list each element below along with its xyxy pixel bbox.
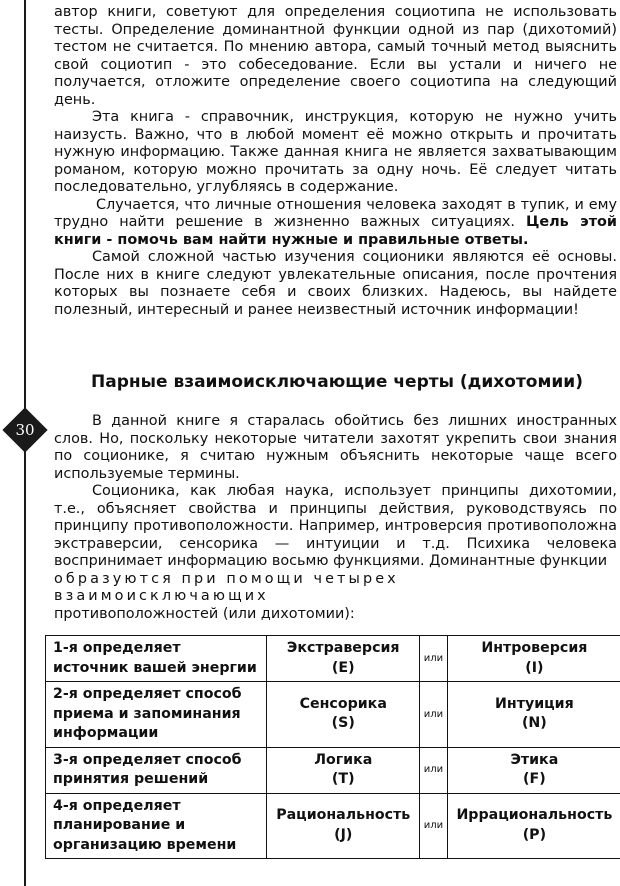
right-term-code: (N) bbox=[521, 715, 547, 732]
left-term-code: (J) bbox=[334, 826, 353, 843]
left-term-code: (E) bbox=[331, 659, 355, 676]
section-paragraph-2-tail: противоположностей (или дихотомии): bbox=[54, 605, 355, 622]
dichotomy-table bbox=[45, 635, 620, 859]
section-paragraph-2: Соционика, как любая наука, использует принципы дихотомии, т.е., объясняет свойства и принципы действия, руководствуясь по принципу противоположности. Например, интроверсия противоположна экстраверсии, сенсорика — интуиции и т.д. Психика человека воспринимает информацию восьмю функциями. Доминантные функции bbox=[54, 483, 617, 569]
section-paragraph-1: В данной книге я старалась обойтись без лишних иностранных слов. Но, поскольку некоторые читатели захотят укрепить свои знания по соционике, я считаю нужным объяснить некоторые чаще всего используемые термины. bbox=[54, 413, 617, 482]
or-label: или bbox=[420, 682, 448, 748]
left-term bbox=[267, 636, 420, 682]
intro-paragraph-1: автор книги, советуют для определения социотипа не использовать тесты. Определение доминантной функции одной из пар (дихотомий) тестом не считается. По мнению автора, самый точный метод выяснить свой социотип - это собеседование. Если вы устали и ничего не получается, отложите определение своего социотипа на следующий день. bbox=[54, 4, 617, 108]
left-term bbox=[267, 793, 420, 859]
intro-paragraph-3-bold: Цель этой книги - помочь вам найти нужные и правильные ответы. bbox=[54, 214, 618, 248]
section-heading: Парные взаимоисключающие черты (дихотомии) bbox=[91, 372, 583, 392]
right-term-name: Интуиция bbox=[495, 695, 574, 712]
intro-text bbox=[54, 4, 617, 319]
or-label: или bbox=[420, 636, 448, 682]
intro-paragraph-3 bbox=[54, 197, 617, 250]
row-description: 4-я определяет планирование и организацию времени bbox=[46, 793, 267, 859]
or-label: или bbox=[420, 793, 448, 859]
right-term-code: (I) bbox=[525, 659, 544, 676]
right-term-name: Интроверсия bbox=[481, 640, 588, 656]
section-text bbox=[54, 413, 617, 623]
table-row bbox=[46, 636, 620, 682]
left-term-name: Сенсорика bbox=[299, 695, 387, 712]
table-row bbox=[46, 682, 620, 748]
page-number-badge bbox=[3, 408, 47, 452]
row-description: 2-я определяет способ приема и запоминания информации bbox=[46, 682, 267, 748]
intro-paragraph-3-plain: Случается, что личные отношения человека заходят в тупик, и ему трудно найти решение в жизненно важных ситуациях. bbox=[54, 196, 617, 230]
page-number: 30 bbox=[15, 421, 35, 439]
table-row bbox=[46, 747, 620, 793]
left-term bbox=[267, 747, 420, 793]
intro-paragraph-2: Эта книга - справочник, инструкция, которую не нужно учить наизусть. Важно, что в любой момент её можно открыть и прочитать нужную информацию. Также данная книга не является захватывающим романом, которую можно прочитать за одну ночь. Её следует читать последовательно, углубляясь в содержание. bbox=[54, 109, 617, 195]
left-term-name: Экстраверсия bbox=[286, 640, 400, 656]
right-term bbox=[447, 682, 620, 748]
row-description: 3-я определяет способ принятия решений bbox=[46, 747, 267, 793]
right-term bbox=[447, 636, 620, 682]
intro-paragraph-4: Самой сложной частью изучения соционики являются её основы. После них в книге следуют увлекательные описания, после прочтения которых вы познаете себя и своих близких. Надеюсь, вы найдете полезный, интересный и ранее неизвестный источник информации! bbox=[54, 249, 617, 318]
right-term bbox=[447, 747, 620, 793]
left-term-name: Логика bbox=[314, 751, 373, 768]
right-term-name: Иррациональность bbox=[456, 807, 613, 824]
left-term bbox=[267, 682, 420, 748]
right-term bbox=[447, 793, 620, 859]
right-term-code: (F) bbox=[523, 771, 546, 787]
right-term-name: Этика bbox=[510, 751, 559, 768]
row-description: 1-я определяет источник вашей энергии bbox=[46, 636, 267, 682]
left-term-code: (S) bbox=[331, 715, 355, 732]
left-term-code: (T) bbox=[331, 771, 355, 787]
right-term-code: (P) bbox=[522, 826, 547, 843]
table-row bbox=[46, 793, 620, 859]
or-label: или bbox=[420, 747, 448, 793]
section-paragraph-2-spaced-line: образуются при помощи четырех взаимоисключающих bbox=[54, 570, 399, 604]
left-term-name: Рациональность bbox=[276, 807, 411, 824]
